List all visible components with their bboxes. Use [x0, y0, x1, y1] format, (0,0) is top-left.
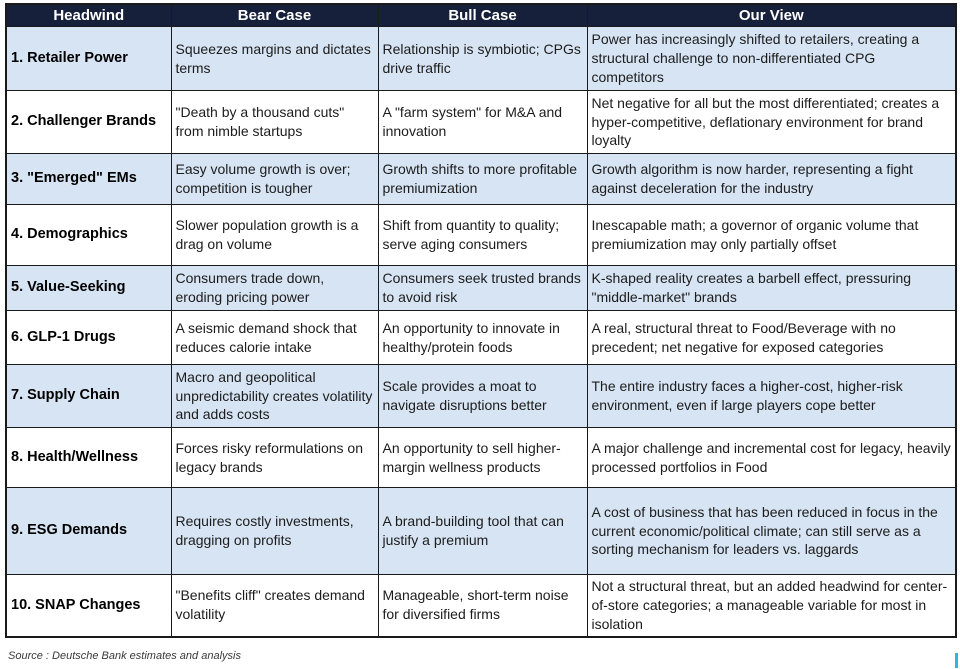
our-view-cell: A real, structural threat to Food/Beverage with no precedent; net negative for exposed categories — [587, 311, 956, 365]
bear-case-cell: Consumers trade down, eroding pricing power — [171, 266, 378, 311]
headwind-cell: 4. Demographics — [6, 205, 171, 266]
headwind-cell: 7. Supply Chain — [6, 365, 171, 428]
headwind-cell: 2. Challenger Brands — [6, 91, 171, 154]
bear-case-cell: Requires costly investments, dragging on profits — [171, 488, 378, 575]
table-row — [6, 428, 956, 488]
table-row — [6, 311, 956, 365]
our-view-cell: A major challenge and incremental cost for legacy, heavily processed portfolios in Food — [587, 428, 956, 488]
table-row — [6, 266, 956, 311]
headwind-cell: 8. Health/Wellness — [6, 428, 171, 488]
headwind-cell: 6. GLP-1 Drugs — [6, 311, 171, 365]
bear-case-cell: "Benefits cliff" creates demand volatility — [171, 575, 378, 637]
bear-case-cell: Macro and geopolitical unpredictability creates volatility and adds costs — [171, 365, 378, 428]
headwind-cell: 5. Value-Seeking — [6, 266, 171, 311]
source-attribution: Source : Deutsche Bank estimates and analysis — [8, 650, 241, 662]
table-row — [6, 91, 956, 154]
bull-case-cell: A "farm system" for M&A and innovation — [378, 91, 587, 154]
table-row — [6, 154, 956, 205]
table-row — [6, 27, 956, 91]
bear-case-cell: "Death by a thousand cuts" from nimble startups — [171, 91, 378, 154]
our-view-cell: Growth algorithm is now harder, representing a fight against deceleration for the industry — [587, 154, 956, 205]
column-header-bear-case: Bear Case — [171, 4, 378, 27]
our-view-cell: Not a structural threat, but an added headwind for center-of-store categories; a manageable variable for most in isolation — [587, 575, 956, 637]
headwind-cell: 1. Retailer Power — [6, 27, 171, 91]
our-view-cell: Net negative for all but the most differentiated; creates a hyper-competitive, deflationary environment for brand loyalty — [587, 91, 956, 154]
column-header-bull-case: Bull Case — [378, 4, 587, 27]
bull-case-cell: Shift from quantity to quality; serve aging consumers — [378, 205, 587, 266]
table-row — [6, 488, 956, 575]
bull-case-cell: An opportunity to innovate in healthy/protein foods — [378, 311, 587, 365]
headwind-cell: 10. SNAP Changes — [6, 575, 171, 637]
bull-case-cell: Consumers seek trusted brands to avoid risk — [378, 266, 587, 311]
corner-accent-marker — [955, 653, 958, 668]
bear-case-cell: A seismic demand shock that reduces calorie intake — [171, 311, 378, 365]
bull-case-cell: Growth shifts to more profitable premiumization — [378, 154, 587, 205]
headwinds-table — [5, 3, 957, 638]
bull-case-cell: Manageable, short-term noise for diversified firms — [378, 575, 587, 637]
bear-case-cell: Forces risky reformulations on legacy brands — [171, 428, 378, 488]
table-header-row — [6, 4, 956, 27]
bear-case-cell: Slower population growth is a drag on volume — [171, 205, 378, 266]
column-header-headwind: Headwind — [6, 4, 171, 27]
column-header-our-view: Our View — [587, 4, 956, 27]
table-row — [6, 365, 956, 428]
our-view-cell: Inescapable math; a governor of organic volume that premiumization may only partially offset — [587, 205, 956, 266]
table-row — [6, 205, 956, 266]
headwind-cell: 9. ESG Demands — [6, 488, 171, 575]
bull-case-cell: An opportunity to sell higher-margin wellness products — [378, 428, 587, 488]
our-view-cell: The entire industry faces a higher-cost, higher-risk environment, even if large players cope better — [587, 365, 956, 428]
headwind-cell: 3. "Emerged" EMs — [6, 154, 171, 205]
table-row — [6, 575, 956, 637]
bear-case-cell: Squeezes margins and dictates terms — [171, 27, 378, 91]
bull-case-cell: A brand-building tool that can justify a premium — [378, 488, 587, 575]
our-view-cell: Power has increasingly shifted to retailers, creating a structural challenge to non-differentiated CPG competitors — [587, 27, 956, 91]
our-view-cell: K-shaped reality creates a barbell effect, pressuring "middle-market" brands — [587, 266, 956, 311]
bull-case-cell: Scale provides a moat to navigate disruptions better — [378, 365, 587, 428]
bear-case-cell: Easy volume growth is over; competition is tougher — [171, 154, 378, 205]
our-view-cell: A cost of business that has been reduced in focus in the current economic/political climate; can still serve as a sorting mechanism for leaders vs. laggards — [587, 488, 956, 575]
bull-case-cell: Relationship is symbiotic; CPGs drive traffic — [378, 27, 587, 91]
